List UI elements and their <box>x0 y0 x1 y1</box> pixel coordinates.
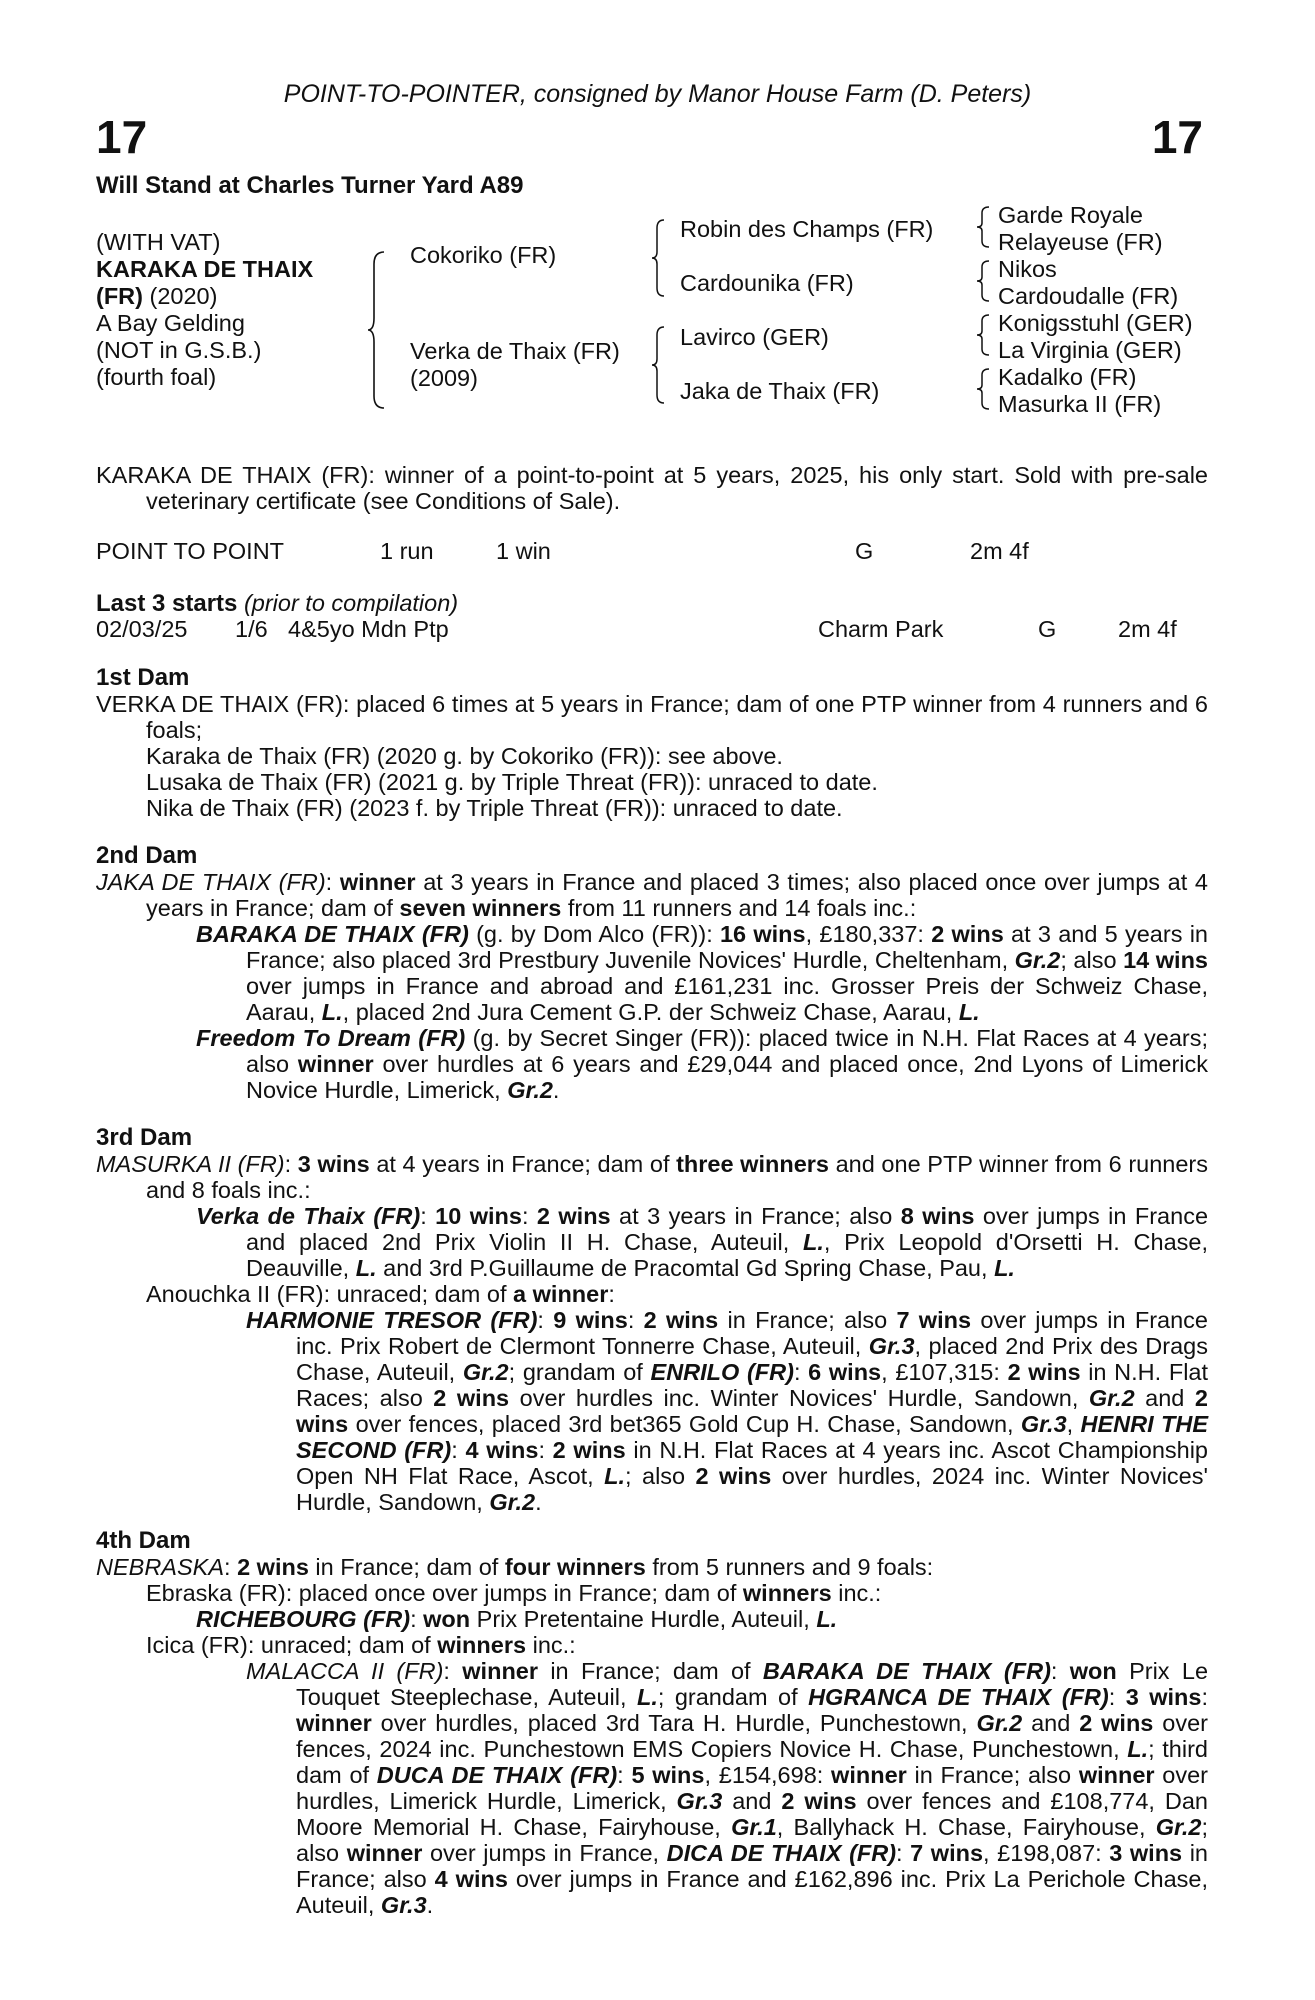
last3-race: 4&5yo Mdn Ptp <box>288 616 449 642</box>
brace-g3-2 <box>975 259 993 303</box>
dam3-produce-1: Verka de Thaix (FR): 10 wins: 2 wins at 3 years in France; also 8 wins over jumps in France and placed 2nd Prix Violin II H. Chase, Auteuil, L., Prix Leopold d'Orsetti H. Chase, Deauville, L. and 3rd P.Guillaume de Pracomtal Gd Spring Chase, Pau, L. <box>196 1203 1209 1281</box>
record-runs: 1 run <box>380 538 434 564</box>
dam4-grandproduce-1: RICHEBOURG (FR): won Prix Pretentaine Hurdle, Auteuil, L. <box>196 1606 838 1632</box>
brace-sire <box>650 218 668 298</box>
horse-name-text: KARAKA DE THAIX <box>96 256 314 282</box>
record-going: G <box>855 538 874 564</box>
summary <box>96 462 1208 514</box>
brace-gen1 <box>366 250 388 410</box>
dam4-section <box>96 1528 1208 1918</box>
gen2-4: Jaka de Thaix (FR) <box>680 378 880 404</box>
gen3-3: Nikos <box>998 256 1057 282</box>
stand-location: Will Stand at Charles Turner Yard A89 <box>96 172 524 199</box>
lot-number-left: 17 <box>96 111 148 163</box>
last3-date: 02/03/25 <box>96 616 188 642</box>
dam2-section <box>96 843 1208 1103</box>
gen3-5: Konigsstuhl (GER) <box>998 310 1193 336</box>
brace-g3-4 <box>975 367 993 411</box>
last3-distance: 2m 4f <box>1118 616 1177 642</box>
brace-g3-3 <box>975 313 993 357</box>
dam4-grandproduce-2: MALACCA II (FR): winner in France; dam of BARAKA DE THAIX (FR): won Prix Le Touquet Steeplechase, Auteuil, L.; grandam of HGRANCA DE THAIX (FR): 3 wins: winner over hurdles, placed 3rd Tara H. Hurdle, Punchestown, Gr.2 and 2 wins over fences, 2024 inc. Punchestown EMS Copiers Novice H. Chase, Punchestown, L.; third dam of DUCA DE THAIX (FR): 5 wins, £154,698: winner in France; also winner over hurdles, Limerick Hurdle, Limerick, Gr.3 and 2 wins over fences and £108,774, Dan Moore Memorial H. Chase, Fairyhouse, Gr.1, Ballyhack H. Chase, Fairyhouse, Gr.2; also winner over jumps in France, DICA DE THAIX (FR): 7 wins, £198,087: 3 wins in France; also 4 wins over jumps in France and £162,896 inc. Prix La Perichole Chase, Auteuil, Gr.3. <box>246 1658 1209 1918</box>
last3-note: (prior to compilation) <box>243 590 459 616</box>
horse-suffix-text: (FR) <box>96 283 143 309</box>
vat-note: (WITH VAT) <box>96 229 221 255</box>
gen3-2: Relayeuse (FR) <box>998 229 1163 255</box>
gen3-7: Kadalko (FR) <box>998 364 1137 390</box>
brace-g3-1 <box>975 205 993 249</box>
dam2-produce-2: Freedom To Dream (FR) (g. by Secret Singer (FR)): placed twice in N.H. Flat Races at 4 years; also winner over hurdles at 6 years and £29,044 and placed once, 2nd Lyons of Limerick Novice Hurdle, Limerick, Gr.2. <box>196 1025 1209 1103</box>
dam3-section <box>96 1125 1208 1515</box>
dam-year: (2009) <box>410 365 478 391</box>
horse-year: (2020) <box>142 283 218 309</box>
gsb-note: (NOT in G.S.B.) <box>96 337 262 363</box>
last3-heading <box>96 590 458 618</box>
sire: Cokoriko (FR) <box>410 242 557 268</box>
dam1-produce-3: Nika de Thaix (FR) (2023 f. by Triple Threat (FR)): unraced to date. <box>146 795 843 821</box>
dam1-section <box>96 665 1208 821</box>
dam3-heading: 3rd Dam <box>96 1124 193 1151</box>
dam: Verka de Thaix (FR) <box>410 338 620 364</box>
dam4-heading: 4th Dam <box>96 1527 191 1554</box>
dam1-produce-2: Lusaka de Thaix (FR) (2021 g. by Triple Threat (FR)): unraced to date. <box>146 769 878 795</box>
dam4-produce-2: Icica (FR): unraced; dam of winners inc.: <box>146 1632 576 1658</box>
record-label: POINT TO POINT <box>96 538 285 564</box>
last3-position: 1/6 <box>235 616 268 642</box>
last3-course: Charm Park <box>818 616 944 642</box>
last3-going: G <box>1038 616 1057 642</box>
foal-note: (fourth foal) <box>96 364 217 390</box>
dam1-text: VERKA DE THAIX (FR): placed 6 times at 5 years in France; dam of one PTP winner from 4 runners and 6 foals; <box>96 691 1208 743</box>
dam2-heading: 2nd Dam <box>96 842 198 869</box>
dam1-produce-1: Karaka de Thaix (FR) (2020 g. by Cokoriko (FR)): see above. <box>146 743 783 769</box>
horse-name <box>96 256 313 283</box>
consignment-line: POINT-TO-POINTER, consigned by Manor House Farm (D. Peters) <box>283 80 1032 108</box>
dam3-grandproduce-1: HARMONIE TRESOR (FR): 9 wins: 2 wins in France; also 7 wins over jumps in France inc. Prix Robert de Clermont Tonnerre Chase, Auteuil, Gr.3, placed 2nd Prix des Drags Chase, Auteuil, Gr.2; grandam of ENRILO (FR): 6 wins, £107,315: 2 wins in N.H. Flat Races; also 2 wins over hurdles inc. Winter Novices' Hurdle, Sandown, Gr.2 and 2 wins over fences, placed 3rd bet365 Gold Cup H. Chase, Sandown, Gr.3, HENRI THE SECOND (FR): 4 wins: 2 wins in N.H. Flat Races at 4 years inc. Ascot Championship Open NH Flat Race, Ascot, L.; also 2 wins over hurdles, 2024 inc. Winter Novices' Hurdle, Sandown, Gr.2. <box>246 1307 1209 1515</box>
summary-text: KARAKA DE THAIX (FR): winner of a point-to-point at 5 years, 2025, his only start. Sold with pre-sale veterinary certificate (see Conditions of Sale). <box>96 462 1208 514</box>
dam4-produce-1: Ebraska (FR): placed once over jumps in France; dam of winners inc.: <box>146 1580 882 1606</box>
gen2-2: Cardounika (FR) <box>680 270 854 296</box>
dam3-produce-2: Anouchka II (FR): unraced; dam of a winner: <box>146 1281 615 1307</box>
gen2-1: Robin des Champs (FR) <box>680 216 934 242</box>
gen3-8: Masurka II (FR) <box>998 391 1162 417</box>
horse-suffix <box>96 283 217 310</box>
last3-heading-text: Last 3 starts <box>96 590 238 617</box>
gen3-6: La Virginia (GER) <box>998 337 1182 363</box>
dam2-text: JAKA DE THAIX (FR): winner at 3 years in France and placed 3 times; also placed once over jumps at 4 years in France; dam of seven winners from 11 runners and 14 foals inc.: <box>96 869 1208 921</box>
brace-dam <box>650 325 668 405</box>
gen3-4: Cardoudalle (FR) <box>998 283 1179 309</box>
record-distance: 2m 4f <box>970 538 1029 564</box>
record-wins: 1 win <box>496 538 551 564</box>
dam3-text: MASURKA II (FR): 3 wins at 4 years in France; dam of three winners and one PTP winner from 6 runners and 8 foals inc.: <box>96 1151 1208 1203</box>
dam4-text: NEBRASKA: 2 wins in France; dam of four winners from 5 runners and 9 foals: <box>96 1554 934 1580</box>
dam2-produce-1: BARAKA DE THAIX (FR) (g. by Dom Alco (FR)): 16 wins, £180,337: 2 wins at 3 and 5 years in France; also placed 3rd Prestbury Juvenile Novices' Hurdle, Cheltenham, Gr.2; also 14 wins over jumps in France and abroad and £161,231 inc. Grosser Preis der Schweiz Chase, Aarau, L., placed 2nd Jura Cement G.P. der Schweiz Chase, Aarau, L. <box>196 921 1208 1025</box>
lot-number-right: 17 <box>1151 111 1203 163</box>
gen2-3: Lavirco (GER) <box>680 324 829 350</box>
gen3-1: Garde Royale <box>998 202 1143 228</box>
horse-description: A Bay Gelding <box>96 310 245 336</box>
dam1-heading: 1st Dam <box>96 664 190 691</box>
